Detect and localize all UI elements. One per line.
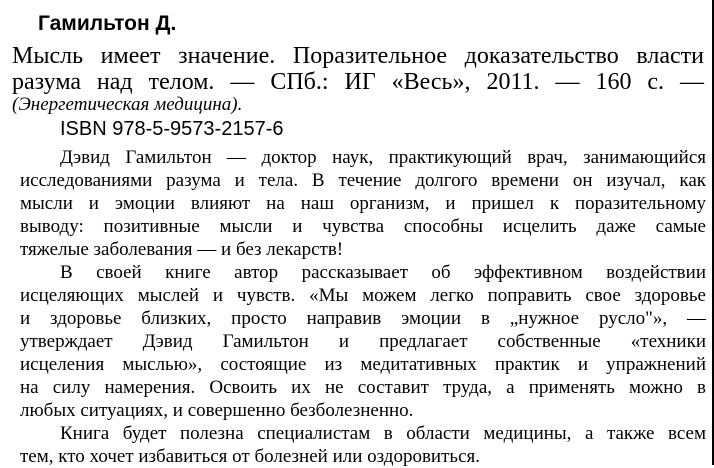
text-line: мысли и эмоции влияют на наш организм, и пришел к поразительному (20, 193, 706, 214)
author-name: Гамильтон Д. (38, 12, 177, 35)
text-line: и здоровье близких, просто направив эмоции в „нужное русло"», — (20, 308, 706, 329)
text-line: исцеляющих мыслей и чувств. «Мы можем легко поправить свое здоровье (20, 285, 706, 306)
text-line: тяжелые заболевания — и без лекарств! (20, 239, 344, 260)
text-line: Дэвид Гамильтон — доктор наук, практикующий врач, занимающийся (60, 147, 706, 168)
text-line: исследованиями разума и тела. В течение долгого времени он изучал, как (20, 170, 706, 191)
title-line-2: разума над телом. — СПб.: ИГ «Весь», 2011. — 160 с. — (12, 69, 704, 95)
text-line: выводу: позитивные мысли и чувства способны исцелить даже самые (20, 216, 706, 237)
paragraph-3 (20, 422, 706, 468)
isbn: ISBN 978-5-9573-2157-6 (60, 118, 284, 140)
text-line: тем, кто хочет избавиться от болезней или оздоровиться. (20, 446, 480, 467)
bibliographic-description (12, 43, 704, 95)
text-line: Книга будет полезна специалистам в области медицины, а также всем (60, 423, 706, 444)
series-name: (Энергетическая медицина). (12, 94, 243, 115)
title-line-1: Мысль имеет значение. Поразительное доказательство власти (12, 43, 704, 69)
text-line: любых ситуациях, и совершенно безболезненно. (20, 400, 414, 421)
annotation-text (20, 146, 706, 468)
text-line: В своей книге автор рассказывает об эффективном воздействии (60, 262, 706, 283)
text-line: утверждает Дэвид Гамильтон и предлагает собственные «техники (20, 331, 706, 352)
paragraph-1 (20, 146, 706, 261)
text-line: исцеления мыслью», состоящие из медитативных практик и упражнений (20, 354, 706, 375)
text-line: на силу намерения. Освоить их не составит труда, а применять можно в (20, 377, 706, 398)
paragraph-2 (20, 261, 706, 422)
